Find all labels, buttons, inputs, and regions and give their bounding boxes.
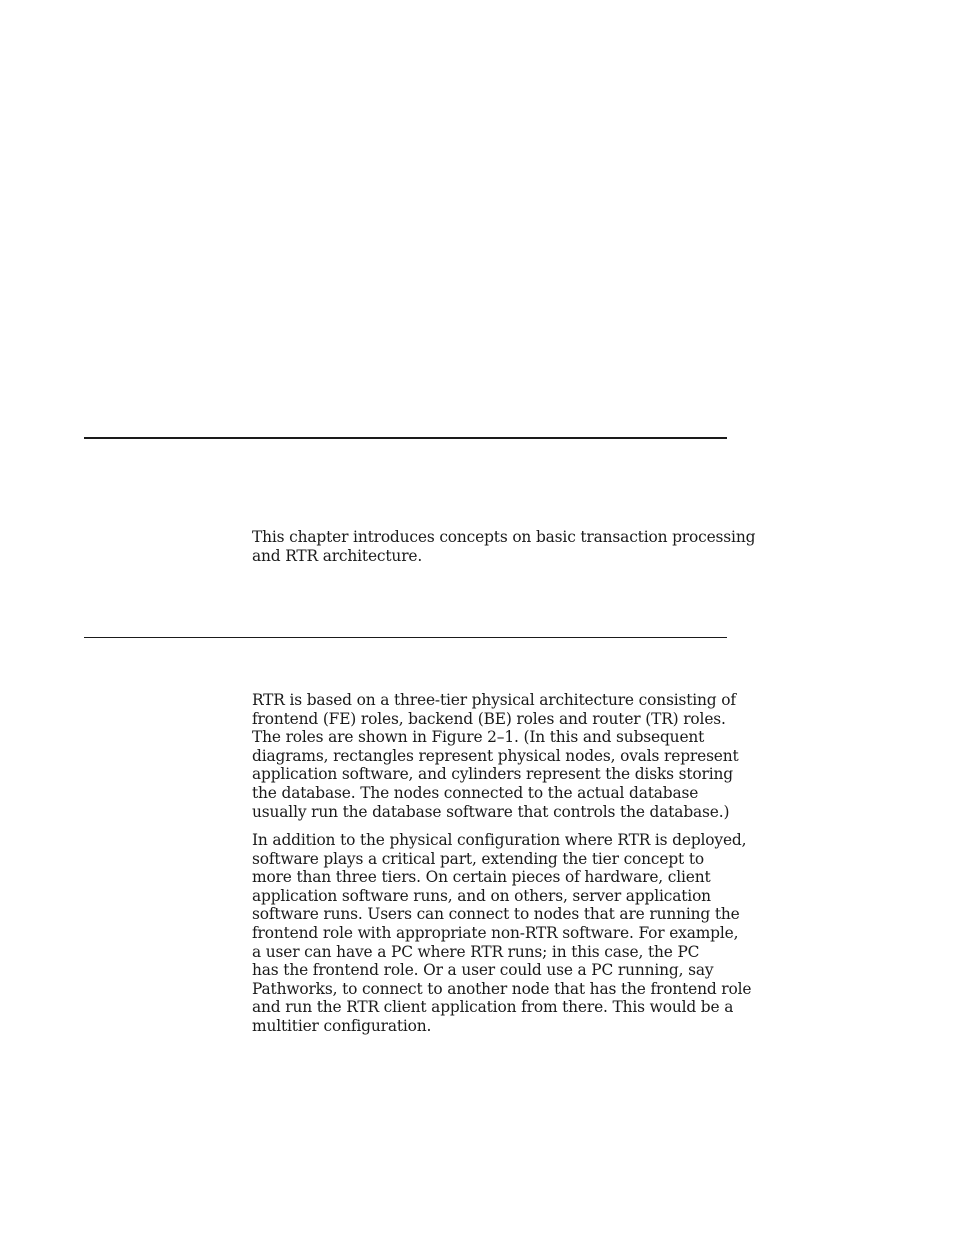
paragraph-line: software runs. Users can connect to nodes that are running the — [252, 905, 740, 924]
paragraph-line: Pathworks, to connect to another node that has the frontend role — [252, 979, 752, 998]
paragraph-line: software plays a critical part, extending the tier concept to — [252, 849, 704, 868]
paragraph-line: application software runs, and on others, server application — [252, 886, 711, 905]
paragraph-line: The roles are shown in Figure 2–1. (In this and subsequent — [252, 728, 705, 747]
section-divider-rule — [84, 637, 727, 638]
paragraph-line: multitier configuration. — [252, 1016, 432, 1035]
intro-line: and RTR architecture. — [252, 546, 423, 565]
paragraph-line: has the frontend role. Or a user could use a PC running, say — [252, 961, 714, 980]
paragraph-line: more than three tiers. On certain pieces of hardware, client — [252, 868, 711, 887]
body-paragraph-architecture — [252, 691, 739, 821]
chapter-intro-paragraph — [252, 528, 756, 565]
paragraph-line: frontend (FE) roles, backend (BE) roles and router (TR) roles. — [252, 709, 726, 728]
paragraph-line: usually run the database software that controls the database.) — [252, 802, 730, 821]
paragraph-line: diagrams, rectangles represent physical nodes, ovals represent — [252, 746, 739, 765]
intro-line: This chapter introduces concepts on basic transaction processing — [252, 528, 756, 546]
chapter-top-rule — [84, 437, 727, 439]
paragraph-line: In addition to the physical configuration where RTR is deployed, — [252, 831, 747, 849]
paragraph-line: RTR is based on a three-tier physical architecture consisting of — [252, 691, 736, 709]
paragraph-line: a user can have a PC where RTR runs; in this case, the PC — [252, 942, 700, 961]
paragraph-line: frontend role with appropriate non-RTR software. For example, — [252, 923, 739, 942]
paragraph-line: application software, and cylinders represent the disks storing — [252, 765, 733, 784]
paragraph-line: and run the RTR client application from there. This would be a — [252, 998, 734, 1017]
paragraph-line: the database. The nodes connected to the actual database — [252, 783, 699, 802]
body-paragraph-multitier — [252, 831, 752, 1036]
